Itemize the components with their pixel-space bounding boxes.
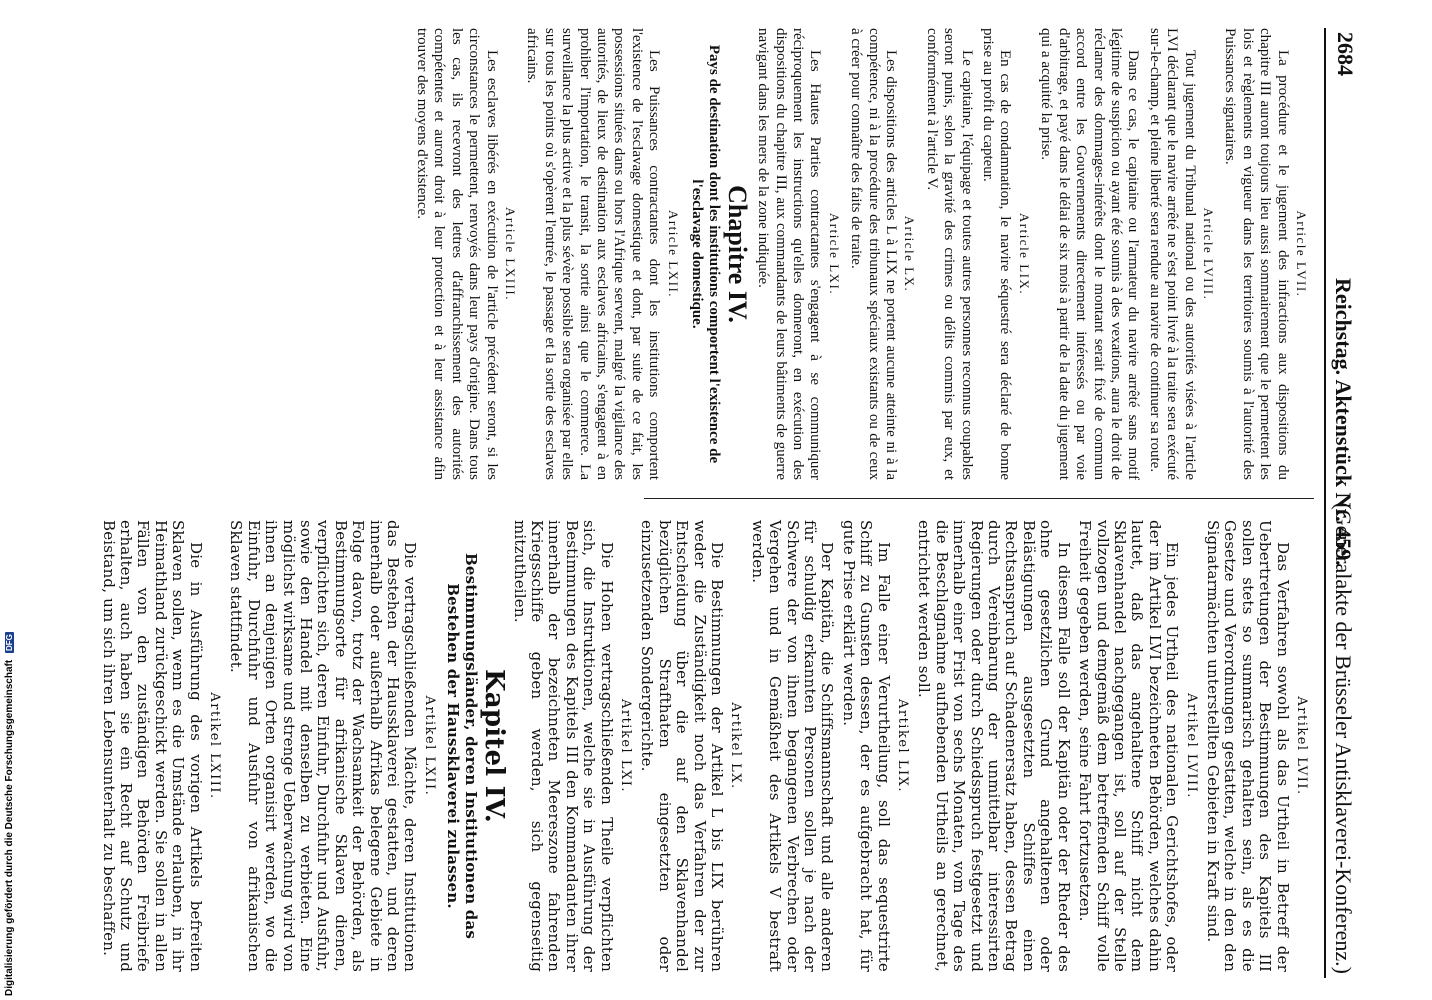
header-series: (Generalakte der Brüsseler Antisklaverei-Konferenz.) [1331, 502, 1356, 974]
paragraph: Der Kapitän, die Schiffsmannschaft und alle anderen für schuldig erkannten Personen sollen je nach der Schwere der von ihnen begangenen Verbrechen oder Vergehen und in Gemäßheit des Artikels V bestraft werden. [748, 520, 837, 972]
paragraph: Les dispositions des articles L à LIX ne portent aucune atteinte ni à la compétence, ni à la procédure des tribunaux spéciaux existants ou de ceux à créer pour connaître des faits de traite. [848, 28, 900, 480]
paragraph: Die in Ausführung des vorigen Artikels befreiten Sklaven sollen, wenn es die Umstände erlauben, in ihr Heimathland zurückgeschickt werden. Sie sollen in allen Fällen von den zuständigen Behörden Freibriefe erhalten, auch haben sie ein Recht auf Schutz und Beistand, um sich ihren Lebensunterhalt zu beschaffen. [99, 520, 205, 972]
article-heading: Article LIX. [1016, 212, 1032, 296]
paragraph: Ein jedes Urtheil des nationalen Gerichtshofes, oder der im Artikel LVI bezeichneten Behörden, welches dahin lautet, daß das angehaltene Schiff nicht dem Sklavenhandel nachgegangen ist, soll auf der Stelle vollzogen und demgemäß dem betreffenden Schiff volle Freiheit gegeben werden, seine Fahrt fortzusetzen. [1076, 520, 1182, 972]
header-title: Reichstag. Aktenstück Nr. 459. [1331, 278, 1356, 566]
article-heading: Artikel LXIII. [207, 692, 223, 800]
paragraph: Les Puissances contractantes dont les institutions comportent l'existence de l'esclavage domestique et dont, par suite de ce fait, les possessions situées dans ou hors l'Afrique servent, malgré la vigilance des autorités, de lieux de destination aux esclaves africains, s'engagent à en prohiber l'importation, le transit, la sortie ainsi que le commerce. La surveillance la plus active et la plus sévère possible sera organisée par elles sur tous les points où s'opèrent l'entrée, le passage et la sortie des esclaves africains. [524, 28, 663, 480]
chapter-subtitle: Pays de destination dont les institutions comportent l'existence de l'esclavage domestique. [689, 44, 723, 464]
paragraph: Tout jugement du Tribunal national ou des autorités visées à l'article LVI déclarant que le navire arrêté ne s'est point livré à la traite sera exécuté sur-le-champ, et pleine liberté sera rendue au navire de continuer sa route. [1146, 28, 1198, 480]
article-heading: Article LVII. [1294, 210, 1309, 298]
rotated-page [90, 28, 1360, 978]
article-heading: Article LXII. [665, 209, 681, 299]
paragraph: Die Bestimmungen der Artikel L bis LIX berühren weder die Zuständigkeit noch das Verfahren der zur Entscheidung über die auf den Sklavenhandel bezüglichen Strafthaten eingesetzten oder einzusetzenden Sondergerichte. [638, 520, 726, 972]
article-heading: Artikel LXI. [617, 698, 633, 793]
article-heading: Article LXI. [826, 212, 842, 296]
article-heading: Artikel LX. [728, 702, 744, 790]
article-heading: Article LX. [902, 215, 918, 293]
article-heading: Artikel LIX. [895, 698, 911, 793]
digitization-credit [4, 632, 15, 996]
article-heading: Article LVIII. [1200, 207, 1216, 301]
page-header [1324, 28, 1360, 978]
chapter-title: Chapitre IV. [722, 185, 752, 323]
german-column [95, 520, 1314, 972]
column-divider [644, 498, 1314, 499]
page-number: 2684 [1333, 32, 1358, 76]
dfg-logo-icon: DFG [5, 634, 14, 652]
paragraph: Im Falle einer Verurtheilung, soll das sequestrirte Schiff zu Gunsten dessen, der es aufgebracht hat, für gute Prise erklärt werden. [839, 520, 893, 972]
article-heading: Artikel LXII. [421, 695, 437, 797]
paragraph: Das Verfahren sowohl als das Urtheil in Betreff der Uebertretungen der Bestimmungen des Kapitels III sollen stets so summarisch gehalten sein, als es die Gesetze und Verordnungen gestatten, welche in den den Signatarmächten unterstellten Gebieten in Kraft sind. [1203, 520, 1292, 972]
french-column [409, 28, 1315, 480]
paragraph: In diesem Falle soll der Kapitän oder der Rheder des ohne gesetzlichen Grund angehaltenen oder Belästigungen ausgesetzten Schiffes einen Rechtsanspruch auf Schadenersatz haben, dessen Betrag durch Vereinbarung der unmittelbar interessirten Regierungen oder durch Schiedsspruch festgesetzt und innerhalb einer Frist von sechs Monaten, vom Tage des die Beschlagnahme aufhebenden Urtheils an gerechnet, entrichtet werden soll. [915, 520, 1073, 972]
paragraph: Les Hautes Parties contractantes s'engagent à se communiquer réciproquement les instructions qu'elles donneront, en exécution des dispositions du chapitre III, aux commandants de leurs bâtiments de guerre navigant dans les mers de la zone indiquée. [755, 28, 824, 480]
credit-text: Digitalisierung gefördert durch die Deutsche Forschungsgemeinschaft [4, 659, 15, 996]
paragraph: La procédure et le jugement des infractions aux dispositions du chapitre III auront toujours lieu aussi sommairement que le permettent les lois et règlements en vigueur dans les territoires soumis à l'autorité des Puissances signataires. [1222, 28, 1291, 480]
chapter-subtitle: Bestimmungsländer, deren Institutionen das Bestehen der Haussklaverei zulassen. [444, 552, 480, 940]
article-heading: Article LXIII. [502, 207, 518, 301]
paragraph: Le capitaine, l'équipage et toutes autres personnes reconnus coupables seront punis, selon la gravité des crimes ou délits commis par eux, et conformément à l'article V. [923, 28, 975, 480]
paragraph: En cas de condamnation, le navire séquestré sera déclaré de bonne prise au profit du capteur. [980, 28, 1014, 480]
article-heading: Artikel LVIII. [1183, 693, 1199, 799]
paragraph: Die vertragschließenden Mächte, deren Institutionen das Bestehen der Haussklaverei gestatten, und deren innerhalb oder außerhalb Afrikas belegene Gebiete in Folge davon, trotz der Wachsamkeit der Behörden, als Bestimmungsorte für afrikanische Sklaven dienen, verpflichten sich, deren Einfuhr, Durchfuhr und Ausfuhr, sowie den Handel mit denselben zu verbieten. Eine möglichst wirksame und strenge Ueberwachung wird von ihnen an denjenigen Orten organisirt werden, wo die Einfuhr, Durchfuhr und Ausfuhr von afrikanischen Sklaven stattfindet. [227, 520, 420, 972]
paragraph: Dans ce cas, le capitaine ou l'armateur du navire arrêté sans motif légitime de suspicion ou ayant été soumis à des vexations, aura le droit de réclamer des dommages-intérêts dont le montant serait fixé de commun accord entre les Gouvernements directement intéressés ou par voie d'arbitrage, et payé dans le délai de six mois à partir de la date du jugement qui a acquitté la prise. [1038, 28, 1142, 480]
paragraph: Les esclaves libérés en exécution de l'article précédent seront, si les circonstances le permettent, renvoyés dans leur pays d'origine. Dans tous les cas, ils recevront des lettres d'affranchissement des autorités compétentes et auront droit à leur protection et à leur assistance afin trouver des moyens d'existence. [413, 28, 500, 480]
paragraph: Die Hohen vertragschließenden Theile verpflichten sich, die Instruktionen, welche sie in Ausführung der Bestimmungen des Kapitels III den Kommandanten ihrer innerhalb der bezeichneten Meereszone fahrenden Kriegsschiffe geben werden, sich gegenseitig mitzutheilen. [510, 520, 616, 972]
chapter-title: Kapitel IV. [479, 668, 510, 824]
article-heading: Artikel LVII. [1294, 696, 1309, 796]
